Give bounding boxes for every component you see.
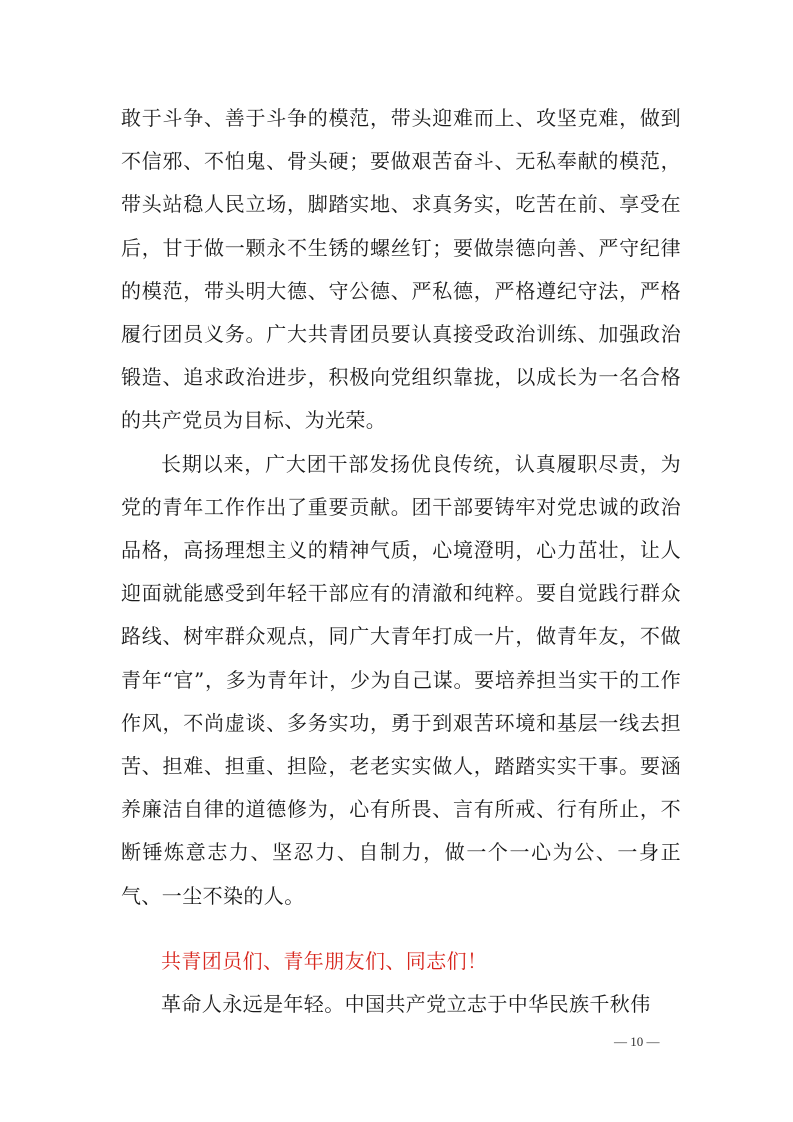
paragraph-cadres: 长期以来，广大团干部发扬优良传统，认真履职尽责，为党的青年工作作出了重要贡献。团干部要铸牢对党忠诚的政治品格，高扬理想主义的精神气质，心境澄明，心力茁壮，让人迎面就能感受到年轻干部应有的清澈和纯粹。要自觉践行群众路线、树牢群众观点，同广大青年打成一片，做青年友，不做青年“官”，多为青年计，少为自己谋。要培养担当实干的工作作风，不尚虚谈、多务实功，勇于到艰苦环境和基层一线去担苦、担难、担重、担险，老老实实做人，踏踏实实干事。要涵养廉洁自律的道德修为，心有所畏、言有所戒、行有所止，不断锤炼意志力、坚忍力、自制力，做一个一心为公、一身正气、一尘不染的人。 bbox=[121, 451, 681, 908]
page-number: — 10 — bbox=[614, 1034, 660, 1049]
paragraph-continuation: 敢于斗争、善于斗争的模范，带头迎难而上、攻坚克难，做到不信邪、不怕鬼、骨头硬；要做艰苦奋斗、无私奉献的模范，带头站稳人民立场，脚踏实地、求真务实，吃苦在前、享受在后，甘于做一颗永不生锈的螺丝钉；要做崇德向善、严守纪律的模范，带头明大德、守公德、严私德，严格遵纪守法，严格履行团员义务。广大共青团员要认真接受政治训练、加强政治锻造、追求政治进步，积极向党组织靠拢，以成长为一名合格的共产党员为目标、为光荣。 bbox=[121, 106, 681, 433]
paragraph-closing: 革命人永远是年轻。中国共产党立志于中华民族千秋伟 bbox=[161, 992, 651, 1017]
section-heading: 共青团员们、青年朋友们、同志们！ bbox=[161, 948, 488, 973]
document-body bbox=[121, 97, 681, 1026]
